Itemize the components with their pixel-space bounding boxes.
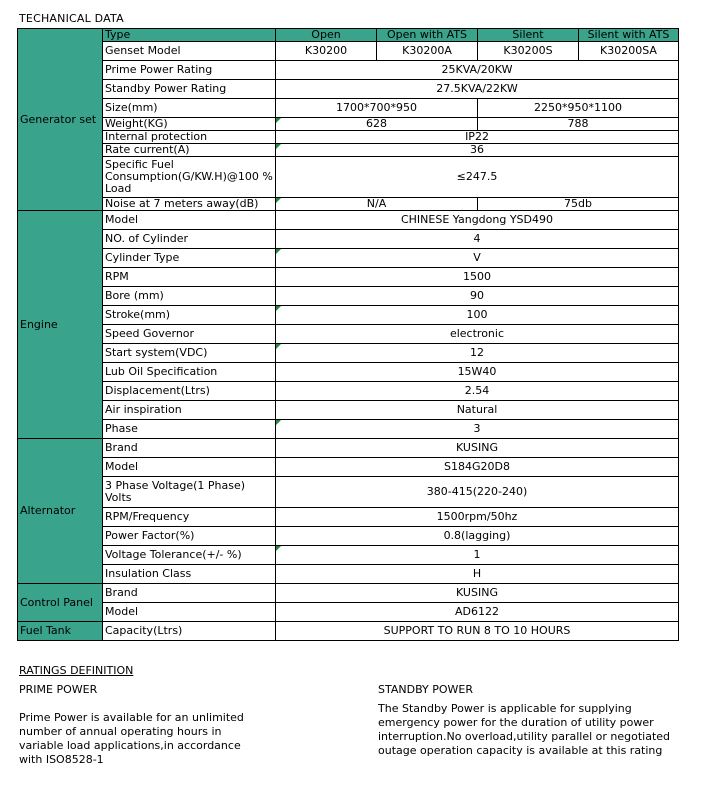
row-value: ≤247.5: [276, 157, 679, 198]
table-row: [18, 29, 679, 42]
row-label: Noise at 7 meters away(dB): [103, 198, 276, 211]
model-silent: K30200S: [478, 42, 579, 61]
model-silent-ats: K30200SA: [579, 42, 679, 61]
row-value: KUSING: [276, 584, 679, 603]
table-row: [18, 306, 679, 325]
row-label: 3 Phase Voltage(1 Phase) Volts: [103, 477, 276, 508]
table-row: [18, 508, 679, 527]
table-row: [18, 144, 679, 157]
row-value: KUSING: [276, 439, 679, 458]
row-label: Capacity(Ltrs): [103, 622, 276, 641]
col-open: Open: [276, 29, 377, 42]
section-fuel-tank: Fuel Tank: [18, 622, 103, 641]
row-value: 75db: [478, 198, 679, 211]
row-label: Brand: [103, 439, 276, 458]
row-label: Speed Governor: [103, 325, 276, 344]
row-label: Rate current(A): [103, 144, 276, 157]
comment-marker-icon: [276, 118, 281, 123]
col-open-ats: Open with ATS: [377, 29, 478, 42]
technical-data-table: [17, 28, 679, 641]
model-open: K30200: [276, 42, 377, 61]
table-row: [18, 80, 679, 99]
table-row: [18, 344, 679, 363]
row-value: 3: [276, 420, 679, 439]
table-row: [18, 458, 679, 477]
row-value: Natural: [276, 401, 679, 420]
standby-power-block: [378, 683, 678, 758]
row-label: Power Factor(%): [103, 527, 276, 546]
row-value: 788: [478, 118, 679, 131]
row-label: Brand: [103, 584, 276, 603]
table-row: [18, 622, 679, 641]
table-row: [18, 546, 679, 565]
table-row: [18, 565, 679, 584]
row-value: S184G20D8: [276, 458, 679, 477]
row-label: Genset Model: [103, 42, 276, 61]
standby-power-text: The Standby Power is applicable for supplying emergency power for the duration of utility power interruption.No overload,utility parallel or negotiated outage operation capacity is available at this rating: [378, 702, 671, 757]
row-label: Bore (mm): [103, 287, 276, 306]
comment-marker-icon: [276, 144, 281, 149]
table-row: [18, 325, 679, 344]
row-label: Voltage Tolerance(+/- %): [103, 546, 276, 565]
table-row: [18, 118, 679, 131]
table-row: [18, 249, 679, 268]
row-value: 12: [276, 344, 679, 363]
table-row: [18, 603, 679, 622]
row-label: RPM: [103, 268, 276, 287]
row-value: electronic: [276, 325, 679, 344]
row-value: 1500rpm/50hz: [276, 508, 679, 527]
table-row: [18, 584, 679, 603]
table-row: [18, 99, 679, 118]
comment-marker-icon: [276, 344, 281, 349]
page-title: TECHANICAL DATA: [19, 12, 124, 25]
row-value: IP22: [276, 131, 679, 144]
row-label: Size(mm): [103, 99, 276, 118]
row-value: 2250*950*1100: [478, 99, 679, 118]
prime-power-text: Prime Power is available for an unlimited number of annual operating hours in variable load applications,in accordance with ISO8528-1: [19, 711, 244, 766]
row-value: 4: [276, 230, 679, 249]
row-value: 1: [276, 546, 679, 565]
table-row: [18, 198, 679, 211]
table-row: [18, 287, 679, 306]
row-value: 36: [276, 144, 679, 157]
ratings-definition: [19, 664, 259, 767]
section-control-panel: Control Panel: [18, 584, 103, 622]
row-label: Cylinder Type: [103, 249, 276, 268]
row-label: Model: [103, 211, 276, 230]
row-value: 90: [276, 287, 679, 306]
row-label: Model: [103, 603, 276, 622]
row-value: AD6122: [276, 603, 679, 622]
col-silent-ats: Silent with ATS: [579, 29, 679, 42]
table-row: [18, 131, 679, 144]
row-value: 0.8(lagging): [276, 527, 679, 546]
row-label: NO. of Cylinder: [103, 230, 276, 249]
table-row: [18, 477, 679, 508]
row-value: 100: [276, 306, 679, 325]
table-row: [18, 363, 679, 382]
row-label: Phase: [103, 420, 276, 439]
row-value: 2.54: [276, 382, 679, 401]
row-label: Specific Fuel Consumption(G/KW.H)@100 % Load: [103, 157, 276, 198]
comment-marker-icon: [276, 546, 281, 551]
table-row: [18, 230, 679, 249]
row-label: Standby Power Rating: [103, 80, 276, 99]
row-value: 1700*700*950: [276, 99, 478, 118]
comment-marker-icon: [276, 249, 281, 254]
row-value: 27.5KVA/22KW: [276, 80, 679, 99]
section-engine: Engine: [18, 211, 103, 439]
section-alternator: Alternator: [18, 439, 103, 584]
model-open-ats: K30200A: [377, 42, 478, 61]
row-label: Lub Oil Specification: [103, 363, 276, 382]
type-label: Type: [103, 29, 276, 42]
table-row: [18, 61, 679, 80]
row-value: 15W40: [276, 363, 679, 382]
row-value: 628: [276, 118, 478, 131]
row-label: Start system(VDC): [103, 344, 276, 363]
row-label: Prime Power Rating: [103, 61, 276, 80]
table-row: [18, 420, 679, 439]
row-value: N/A: [276, 198, 478, 211]
comment-marker-icon: [276, 198, 281, 203]
table-row: [18, 382, 679, 401]
table-row: [18, 439, 679, 458]
comment-marker-icon: [276, 306, 281, 311]
table-row: [18, 401, 679, 420]
row-value: V: [276, 249, 679, 268]
row-label: RPM/Frequency: [103, 508, 276, 527]
row-value: 380-415(220-240): [276, 477, 679, 508]
row-value: 1500: [276, 268, 679, 287]
table-row: [18, 157, 679, 198]
col-silent: Silent: [478, 29, 579, 42]
row-value: H: [276, 565, 679, 584]
prime-power-title: PRIME POWER: [19, 683, 98, 696]
row-label: Insulation Class: [103, 565, 276, 584]
row-value: SUPPORT TO RUN 8 TO 10 HOURS: [276, 622, 679, 641]
row-label: Displacement(Ltrs): [103, 382, 276, 401]
row-label: Weight(KG): [103, 118, 276, 131]
table-row: [18, 268, 679, 287]
comment-marker-icon: [276, 420, 281, 425]
row-value: CHINESE Yangdong YSD490: [276, 211, 679, 230]
ratings-heading: RATINGS DEFINITION: [19, 664, 134, 677]
table-row: [18, 527, 679, 546]
row-value: 25KVA/20KW: [276, 61, 679, 80]
row-label: Model: [103, 458, 276, 477]
table-row: [18, 211, 679, 230]
standby-power-title: STANDBY POWER: [378, 683, 473, 696]
section-generator-set: Generator set: [18, 29, 103, 211]
row-label: Air inspiration: [103, 401, 276, 420]
row-label: Stroke(mm): [103, 306, 276, 325]
row-label: Internal protection: [103, 131, 276, 144]
table-row: [18, 42, 679, 61]
